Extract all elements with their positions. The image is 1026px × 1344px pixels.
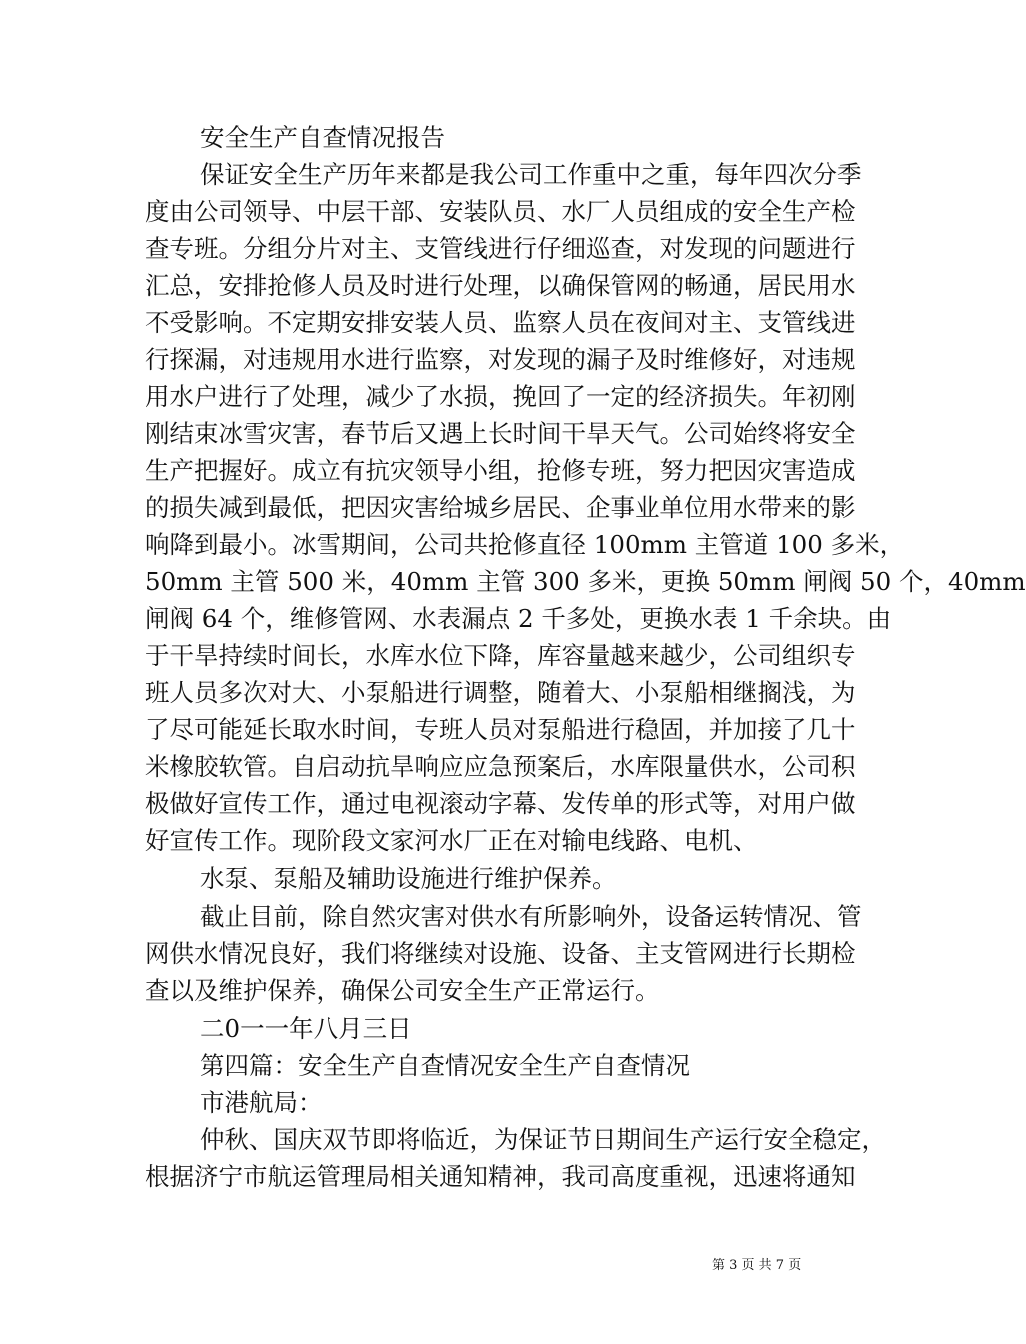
paragraph-line: 了尽可能延长取水时间，专班人员对泵船进行稳固，并加接了几十 [145,715,856,744]
paragraph-line: 班人员多次对大、小泵船进行调整，随着大、小泵船相继搁浅，为 [145,678,856,707]
report-date: 二0一一年八月三日 [200,1014,412,1043]
page-number: 第 3 页 共 7 页 [712,1258,802,1273]
paragraph-line: 极做好宣传工作，通过电视滚动字幕、发传单的形式等，对用户做 [145,789,856,818]
paragraph-line: 截止目前，除自然灾害对供水有所影响外，设备运转情况、管 [200,902,862,931]
section-heading: 第四篇：安全生产自查情况安全生产自查情况 [200,1051,690,1080]
paragraph-line: 查以及维护保养，确保公司安全生产正常运行。 [145,976,660,1005]
paragraph-line: 不受影响。不定期安排安装人员、监察人员在夜间对主、支管线进 [145,308,856,337]
report-title: 安全生产自查情况报告 [200,123,445,152]
paragraph-line: 的损失减到最低，把因灾害给城乡居民、企事业单位用水带来的影 [145,493,856,522]
paragraph-line: 响降到最小。冰雪期间，公司共抢修直径 100mm 主管道 100 多米， [145,530,905,559]
letter-salutation: 市港航局： [200,1088,323,1117]
paragraph-line: 度由公司领导、中层干部、安装队员、水厂人员组成的安全生产检 [145,197,856,226]
paragraph-line: 闸阀 64 个，维修管网、水表漏点 2 千多处，更换水表 1 千余块。由 [145,604,892,633]
paragraph-line: 刚结束冰雪灾害，春节后又遇上长时间干旱天气。公司始终将安全 [145,419,856,448]
paragraph-line: 根据济宁市航运管理局相关通知精神，我司高度重视，迅速将通知 [145,1162,856,1191]
paragraph-line: 查专班。分组分片对主、支管线进行仔细巡查，对发现的问题进行 [145,234,856,263]
paragraph-line: 用水户进行了处理，减少了水损，挽回了一定的经济损失。年初刚 [145,382,856,411]
paragraph-line: 生产把握好。成立有抗灾领导小组，抢修专班，努力把因灾害造成 [145,456,856,485]
paragraph-line: 仲秋、国庆双节即将临近，为保证节日期间生产运行安全稳定， [200,1125,886,1154]
paragraph-line: 好宣传工作。现阶段文家河水厂正在对输电线路、电机、 [145,826,758,855]
paragraph-line: 保证安全生产历年来都是我公司工作重中之重，每年四次分季 [200,160,862,189]
paragraph-line: 于干旱持续时间长，水库水位下降，库容量越来越少，公司组织专 [145,641,856,670]
paragraph-line: 水泵、泵船及辅助设施进行维护保养。 [200,864,617,893]
paragraph-line: 汇总，安排抢修人员及时进行处理，以确保管网的畅通，居民用水 [145,271,856,300]
paragraph-line: 网供水情况良好，我们将继续对设施、设备、主支管网进行长期检 [145,939,856,968]
paragraph-line: 50mm 主管 500 米，40mm 主管 300 多米，更换 50mm 闸阀 50 个，40mm [145,567,1026,596]
paragraph-line: 行探漏，对违规用水进行监察，对发现的漏子及时维修好，对违规 [145,345,856,374]
paragraph-line: 米橡胶软管。自启动抗旱响应应急预案后，水库限量供水，公司积 [145,752,856,781]
